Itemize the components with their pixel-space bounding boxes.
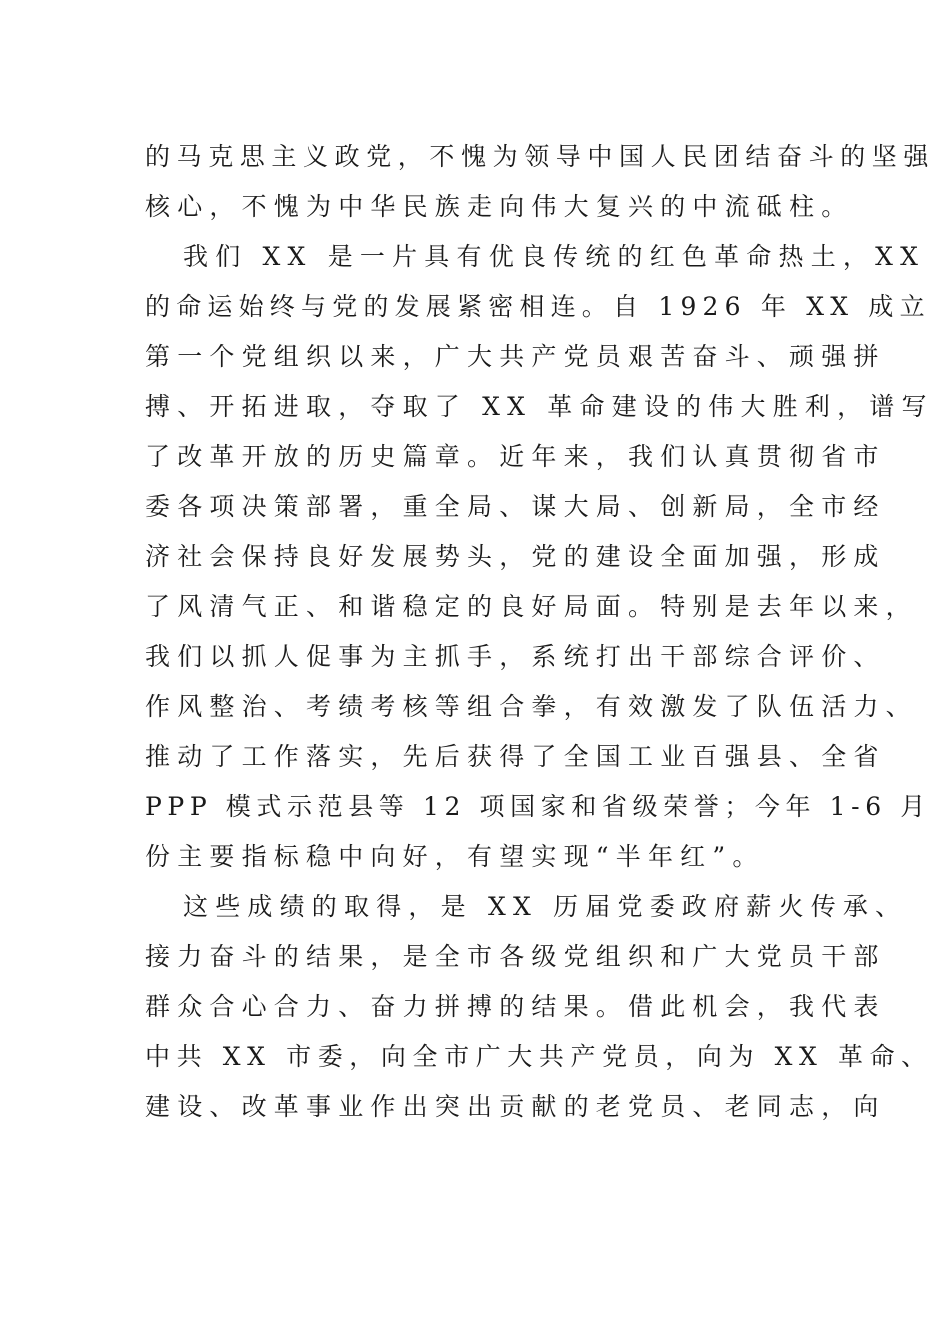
text-line: 推动了工作落实，先后获得了全国工业百强县、全省: [145, 742, 886, 771]
text-line: 接力奋斗的结果，是全市各级党组织和广大党员干部: [145, 942, 886, 971]
text-line: 的命运始终与党的发展紧密相连。自 1926 年 XX 成立: [145, 292, 931, 321]
text-line: 核心，不愧为中华民族走向伟大复兴的中流砥柱。: [145, 192, 854, 221]
text-line: 济社会保持良好发展势头，党的建设全面加强，形成: [145, 542, 886, 571]
text-line: 建设、改革事业作出突出贡献的老党员、老同志，向: [145, 1092, 886, 1121]
text-line: 作风整治、考绩考核等组合拳，有效激发了队伍活力、: [145, 692, 918, 721]
text-line: 我们以抓人促事为主抓手，系统打出干部综合评价、: [145, 642, 886, 671]
text-line: 的马克思主义政党，不愧为领导中国人民团结奋斗的坚强: [145, 142, 936, 171]
text-line: 了风清气正、和谐稳定的良好局面。特别是去年以来，: [145, 592, 918, 621]
text-line: 了改革开放的历史篇章。近年来，我们认真贯彻省市: [145, 442, 886, 471]
text-line: PPP 模式示范县等 12 项国家和省级荣誉；今年 1-6 月: [145, 792, 931, 821]
text-line: 第一个党组织以来，广大共产党员艰苦奋斗、顽强拼: [145, 342, 886, 371]
text-line: 搏、开拓进取，夺取了 XX 革命建设的伟大胜利，谱写: [145, 392, 934, 421]
text-line: 群众合心合力、奋力拼搏的结果。借此机会，我代表: [145, 992, 886, 1021]
paragraph-first-line: 这些成绩的取得，是 XX 历届党委政府薪火传承、: [183, 892, 908, 921]
paragraph-first-line: 我们 XX 是一片具有优良传统的红色革命热土，XX: [183, 242, 926, 271]
text-line: 份主要指标稳中向好，有望实现“半年红”。: [145, 842, 765, 871]
text-line: 中共 XX 市委，向全市广大共产党员，向为 XX 革命、: [145, 1042, 933, 1071]
text-line: 委各项决策部署，重全局、谋大局、创新局，全市经: [145, 492, 886, 521]
